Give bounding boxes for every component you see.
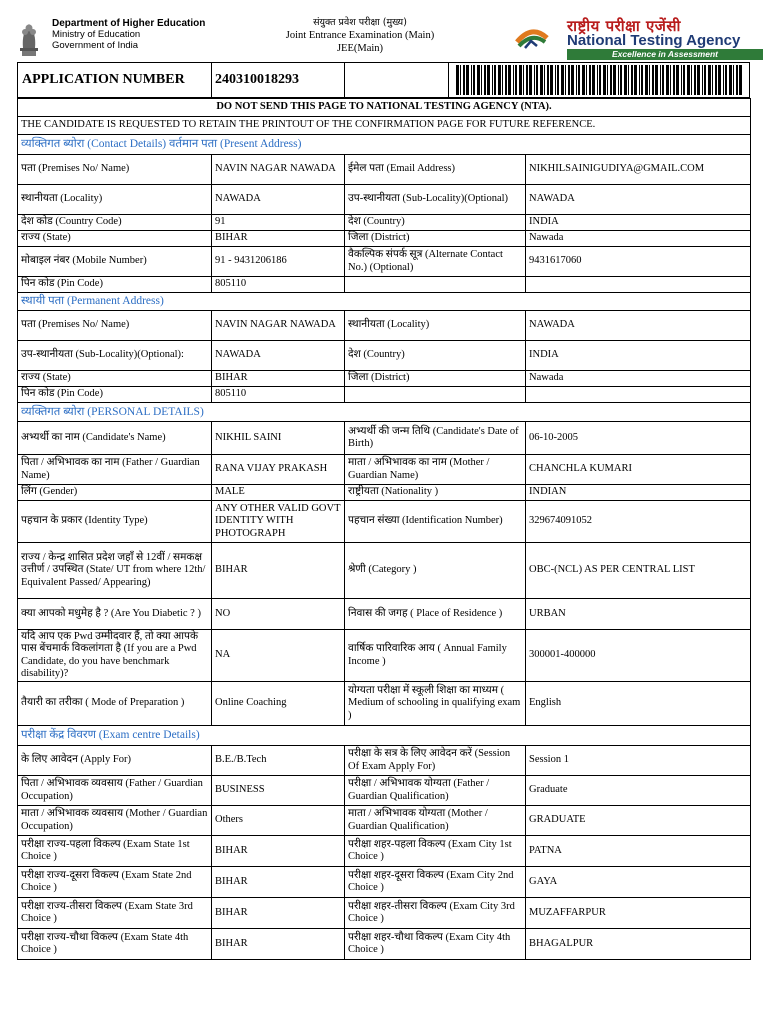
field-label: माता / अभिभावक का नाम (Mother / Guardian Name)	[345, 455, 526, 485]
national-emblem-icon	[14, 18, 44, 58]
field-label: परीक्षा के सत्र के लिए आवेदन करें (Session Of Exam Apply For)	[345, 746, 526, 776]
field-label: परीक्षा राज्य-तीसरा विकल्प (Exam State 3rd Choice )	[18, 898, 212, 929]
application-number-label: APPLICATION NUMBER	[18, 63, 212, 97]
field-label: पहचान संख्या (Identification Number)	[345, 501, 526, 543]
field-label: परीक्षा राज्य-पहला विकल्प (Exam State 1st Choice )	[18, 836, 212, 867]
empty-cell	[345, 387, 526, 403]
field-value: 805110	[212, 387, 345, 403]
field-value: NAWADA	[526, 311, 751, 341]
field-value: NAVIN NAGAR NAWADA	[212, 155, 345, 185]
application-blank-cell	[345, 63, 449, 97]
field-label: वार्षिक पारिवारिक आय ( Annual Family Income )	[345, 630, 526, 682]
field-value: 91	[212, 215, 345, 231]
field-label: देश कोड (Country Code)	[18, 215, 212, 231]
field-label: राष्ट्रीयता (Nationality )	[345, 485, 526, 501]
dhe-block	[14, 18, 205, 58]
field-value: PATNA	[526, 836, 751, 867]
field-label: स्थानीयता (Locality)	[18, 185, 212, 215]
field-value: GAYA	[526, 867, 751, 898]
permanent-section-heading: स्थायी पता (Permanent Address)	[18, 293, 751, 311]
field-value: Others	[212, 806, 345, 836]
field-value: 300001-400000	[526, 630, 751, 682]
application-number-row	[17, 62, 750, 98]
application-number-value: 240310018293	[212, 63, 345, 97]
field-value: 329674091052	[526, 501, 751, 543]
field-label: यदि आप एक Pwd उम्मीदवार हैं, तो क्या आपके पास बेंचमार्क विकलांगता है (If you are a Pwd Candidate, do you have benchmark disability)?	[18, 630, 212, 682]
field-label: अभ्यर्थी का नाम (Candidate's Name)	[18, 422, 212, 455]
field-label: योग्यता परीक्षा में स्कूली शिक्षा का माध्यम ( Medium of schooling in qualifying exam )	[345, 682, 526, 726]
field-label: उप-स्थानीयता (Sub-Locality)(Optional)	[345, 185, 526, 215]
field-label: माता / अभिभावक व्यवसाय (Mother / Guardian Occupation)	[18, 806, 212, 836]
confirmation-table	[17, 98, 751, 960]
field-value: OBC-(NCL) AS PER CENTRAL LIST	[526, 543, 751, 599]
nta-logo-block	[515, 16, 755, 60]
field-value: MUZAFFARPUR	[526, 898, 751, 929]
field-label: वैकल्पिक संपर्क सूत्र (Alternate Contact No.) (Optional)	[345, 247, 526, 277]
field-value: Nawada	[526, 371, 751, 387]
nta-logo-icon	[515, 26, 549, 50]
field-value: Session 1	[526, 746, 751, 776]
field-label: जिला (District)	[345, 231, 526, 247]
field-value: NAVIN NAGAR NAWADA	[212, 311, 345, 341]
field-value: NIKHIL SAINI	[212, 422, 345, 455]
field-value: URBAN	[526, 599, 751, 630]
barcode-image	[454, 65, 744, 95]
field-value: BIHAR	[212, 836, 345, 867]
barcode-cell	[449, 63, 749, 97]
page-header	[0, 0, 768, 60]
field-value: Nawada	[526, 231, 751, 247]
field-value: BUSINESS	[212, 776, 345, 806]
field-value: NAWADA	[526, 185, 751, 215]
field-label: राज्य (State)	[18, 231, 212, 247]
field-label: अभ्यर्थी की जन्म तिथि (Candidate's Date of Birth)	[345, 422, 526, 455]
field-label: पता (Premises No/ Name)	[18, 311, 212, 341]
exam-section-heading: परीक्षा केंद्र विवरण (Exam centre Details)	[18, 726, 751, 746]
dept-title: Department of Higher Education	[52, 18, 206, 29]
field-value: NA	[212, 630, 345, 682]
field-value: English	[526, 682, 751, 726]
field-value: BIHAR	[212, 898, 345, 929]
field-value: INDIA	[526, 341, 751, 371]
field-label: राज्य (State)	[18, 371, 212, 387]
field-label: श्रेणी (Category )	[345, 543, 526, 599]
field-value: Online Coaching	[212, 682, 345, 726]
exam-title-english: Joint Entrance Examination (Main)	[285, 30, 435, 41]
field-label: निवास की जगह ( Place of Residence )	[345, 599, 526, 630]
field-value: BIHAR	[212, 929, 345, 960]
notice-text: DO NOT SEND THIS PAGE TO NATIONAL TESTING AGENCY (NTA).	[18, 99, 751, 117]
contact-section-heading: व्यक्तिगत ब्योरा (Contact Details) वर्तमान पता (Present Address)	[18, 135, 751, 155]
field-value: 06-10-2005	[526, 422, 751, 455]
field-label: क्या आपको मधुमेह है ? (Are You Diabetic ? )	[18, 599, 212, 630]
field-value: BHAGALPUR	[526, 929, 751, 960]
field-label: परीक्षा शहर-तीसरा विकल्प (Exam City 3rd Choice )	[345, 898, 526, 929]
field-label: के लिए आवेदन (Apply For)	[18, 746, 212, 776]
field-label: माता / अभिभावक योग्यता (Mother / Guardian Qualification)	[345, 806, 526, 836]
personal-section-heading: व्यक्तिगत ब्योरा (PERSONAL DETAILS)	[18, 403, 751, 422]
nta-tagline: Excellence in Assessment	[567, 49, 763, 60]
instruction-text: THE CANDIDATE IS REQUESTED TO RETAIN THE PRINTOUT OF THE CONFIRMATION PAGE FOR FUTURE REFERENCE.	[18, 117, 751, 135]
field-value: NAWADA	[212, 341, 345, 371]
field-label: परीक्षा शहर-दूसरा विकल्प (Exam City 2nd Choice )	[345, 867, 526, 898]
field-label: पता (Premises No/ Name)	[18, 155, 212, 185]
field-label: लिंग (Gender)	[18, 485, 212, 501]
field-value: MALE	[212, 485, 345, 501]
field-value: NIKHILSAINIGUDIYA@GMAIL.COM	[526, 155, 751, 185]
field-value: B.E./B.Tech	[212, 746, 345, 776]
exam-title-block	[245, 16, 475, 55]
field-value: RANA VIJAY PRAKASH	[212, 455, 345, 485]
field-label: उप-स्थानीयता (Sub-Locality)(Optional):	[18, 341, 212, 371]
field-label: परीक्षा राज्य-चौथा विकल्प (Exam State 4th Choice )	[18, 929, 212, 960]
field-label: पिन कोड (Pin Code)	[18, 277, 212, 293]
field-label: राज्य / केन्द्र शासित प्रदेश जहाँ से 12वीं / समकक्ष उत्तीर्ण / उपस्थित (State/ UT from where 12th/ Equivalent Passed/ Appearing)	[18, 543, 212, 599]
ministry-line: Ministry of Education	[52, 29, 141, 40]
government-line: Government of India	[52, 40, 139, 51]
field-label: परीक्षा / अभिभावक योग्यता (Father / Guardian Qualification)	[345, 776, 526, 806]
field-value: NAWADA	[212, 185, 345, 215]
exam-title-hindi: संयुक्त प्रवेश परीक्षा (मुख्य)	[313, 17, 407, 28]
field-value: NO	[212, 599, 345, 630]
field-label: मोबाइल नंबर (Mobile Number)	[18, 247, 212, 277]
field-value: BIHAR	[212, 543, 345, 599]
field-value: GRADUATE	[526, 806, 751, 836]
field-label: परीक्षा शहर-पहला विकल्प (Exam City 1st Choice )	[345, 836, 526, 867]
field-value: BIHAR	[212, 371, 345, 387]
field-label: स्थानीयता (Locality)	[345, 311, 526, 341]
field-value: INDIA	[526, 215, 751, 231]
empty-cell	[345, 277, 526, 293]
field-label: तैयारी का तरीका ( Mode of Preparation )	[18, 682, 212, 726]
field-value: INDIAN	[526, 485, 751, 501]
field-label: पिन कोड (Pin Code)	[18, 387, 212, 403]
field-value: BIHAR	[212, 867, 345, 898]
empty-cell	[526, 277, 751, 293]
field-value: Graduate	[526, 776, 751, 806]
field-label: देश (Country)	[345, 215, 526, 231]
field-label: पहचान के प्रकार (Identity Type)	[18, 501, 212, 543]
nta-name-hindi: राष्ट्रीय परीक्षा एजेंसी	[567, 17, 681, 35]
field-value: ANY OTHER VALID GOVT IDENTITY WITH PHOTOGRAPH	[212, 501, 345, 543]
field-label: देश (Country)	[345, 341, 526, 371]
field-label: पिता / अभिभावक का नाम (Father / Guardian Name)	[18, 455, 212, 485]
field-value: 9431617060	[526, 247, 751, 277]
field-value: 805110	[212, 277, 345, 293]
field-label: परीक्षा राज्य-दूसरा विकल्प (Exam State 2nd Choice )	[18, 867, 212, 898]
field-label: पिता / अभिभावक व्यवसाय (Father / Guardian Occupation)	[18, 776, 212, 806]
field-value: 91 - 9431206186	[212, 247, 345, 277]
empty-cell	[526, 387, 751, 403]
field-label: परीक्षा शहर-चौथा विकल्प (Exam City 4th Choice )	[345, 929, 526, 960]
field-label: जिला (District)	[345, 371, 526, 387]
field-value: CHANCHLA KUMARI	[526, 455, 751, 485]
exam-title-short: JEE(Main)	[336, 43, 384, 54]
field-label: ईमेल पता (Email Address)	[345, 155, 526, 185]
nta-name-english: National Testing Agency	[567, 32, 741, 49]
field-value: BIHAR	[212, 231, 345, 247]
